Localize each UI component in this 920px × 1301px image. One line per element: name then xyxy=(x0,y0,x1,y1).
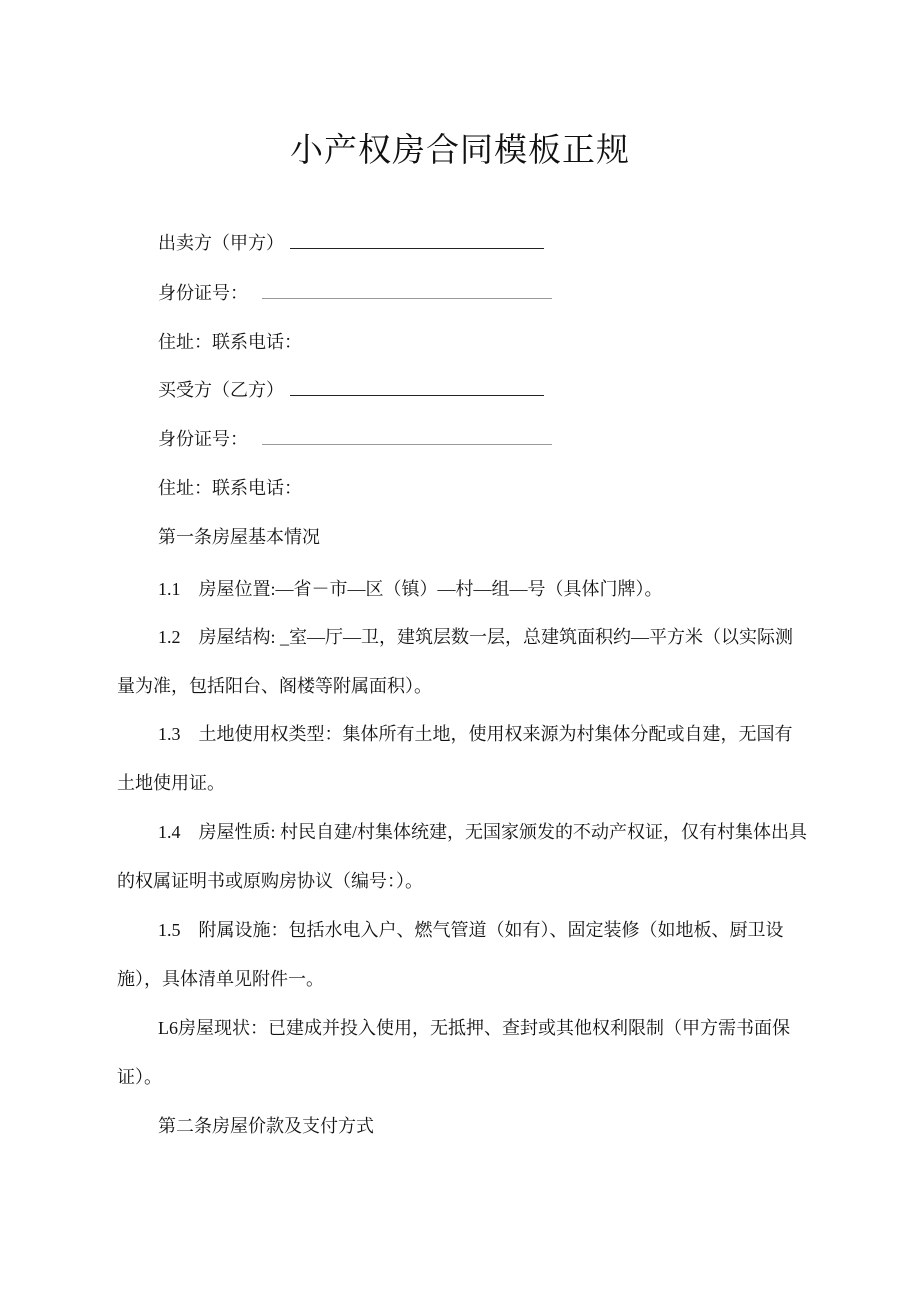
clause-1-1: 1.1 房屋位置:—省－市—区（镇）—村—组—号（具体门牌）。 xyxy=(158,579,663,599)
document-title: 小产权房合同模板正规 xyxy=(290,130,630,169)
clause-1-4: 1.4 房屋性质: 村民自建/村集体统建，无国家颁发的不动产权证，仅有村集体出具的权属证明书或原购房协议（编号：）。 xyxy=(117,822,807,891)
seller-name-blank xyxy=(290,240,544,249)
clause-1-6: L6房屋现状：已建成并投入使用，无抵押、查封或其他权利限制（甲方需书面保证）。 xyxy=(117,1018,790,1087)
seller-line xyxy=(158,228,544,259)
seller-id-blank xyxy=(262,290,552,299)
buyer-name-blank xyxy=(290,387,544,396)
section-heading-1: 第一条房屋基本情况 xyxy=(158,527,320,548)
section-heading-2: 第二条房屋价款及支付方式 xyxy=(158,1116,374,1137)
seller-id-label: 身份证号： xyxy=(158,283,248,303)
clause-1-5: 1.5 附属设施：包括水电入户、燃气管道（如有）、固定装修（如地板、厨卫设施），具体清单见附件一。 xyxy=(117,920,784,989)
buyer-label: 买受方（乙方） xyxy=(158,380,284,401)
buyer-address-line: 住址：联系电话： xyxy=(158,478,302,498)
clause-1-2: 1.2 房屋结构: _室—厅—卫，建筑层数一层，总建筑面积约—平方米（以实际测量为准，包括阳台、阁楼等附属面积）。 xyxy=(117,627,793,696)
seller-label: 出卖方（甲方） xyxy=(158,233,284,254)
seller-id-line xyxy=(158,278,552,308)
clause-1-3: 1.3 土地使用权类型：集体所有土地，使用权来源为村集体分配或自建，无国有土地使用证。 xyxy=(117,724,793,793)
seller-address-line: 住址：联系电话： xyxy=(158,332,302,352)
buyer-id-label: 身份证号： xyxy=(158,429,248,449)
buyer-line xyxy=(158,375,544,406)
buyer-id-line xyxy=(158,424,552,454)
buyer-id-blank xyxy=(262,436,552,445)
